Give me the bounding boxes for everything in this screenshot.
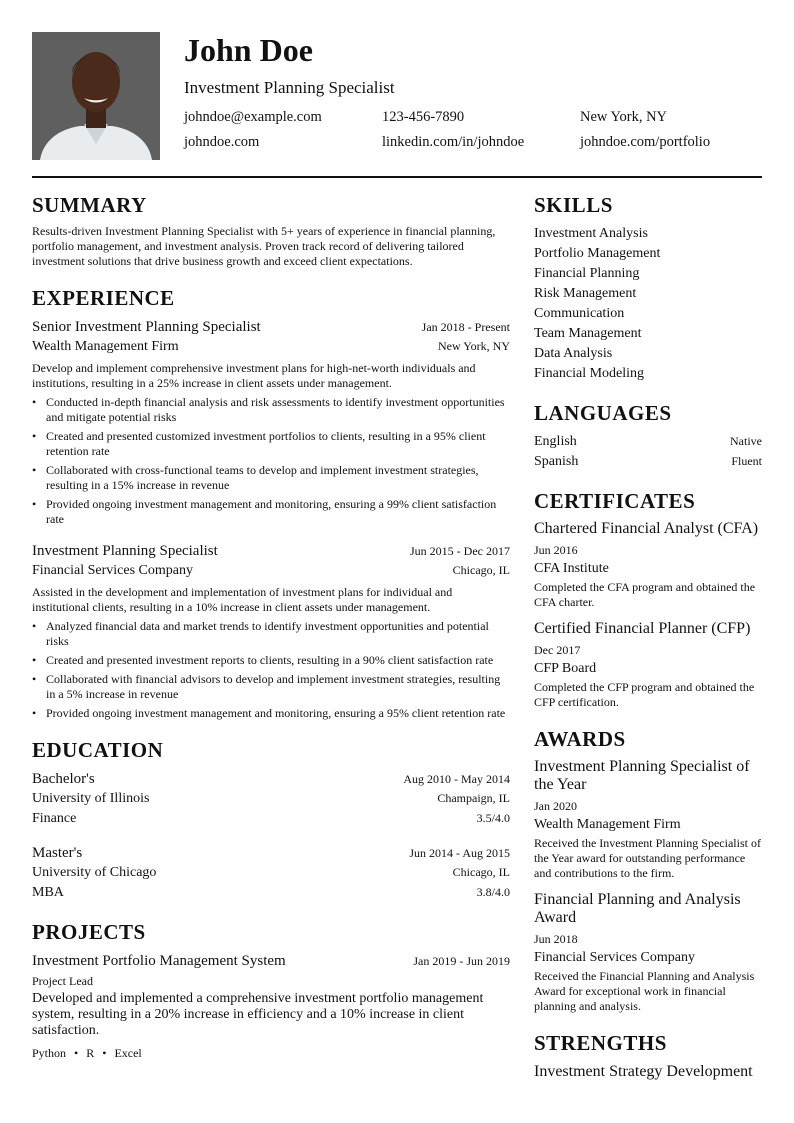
languages-heading: LANGUAGES	[534, 401, 672, 425]
job-dates: Jun 2015 - Dec 2017	[410, 544, 510, 558]
job-location: New York, NY	[437, 339, 510, 353]
resume-header	[32, 32, 762, 160]
skills-heading: SKILLS	[534, 193, 613, 217]
education-location: Champaign, IL	[437, 791, 510, 805]
contact-portfolio[interactable]: johndoe.com/portfolio	[580, 134, 711, 150]
project-description: Developed and implemented a comprehensive investment portfolio management system, resulting in a 20% increase in efficiency and a 10% increase in client satisfaction.	[32, 991, 484, 1038]
skill-item: Risk Management	[534, 286, 637, 301]
languages-section	[534, 400, 762, 472]
certificates-section	[534, 488, 762, 710]
projects-section	[32, 919, 510, 1061]
award-title: Financial Planning and Analysis Award	[534, 891, 741, 926]
awards-section	[534, 726, 762, 1014]
contact-location: New York, NY	[580, 109, 668, 125]
education-gpa: 3.8/4.0	[476, 885, 510, 899]
award-description: Received the Investment Planning Specialist of the Year award for outstanding performance and contributions to the firm.	[534, 836, 761, 880]
award-date: Jun 2018	[534, 932, 578, 946]
education-degree: Bachelor's	[32, 771, 95, 787]
skills-section	[534, 192, 762, 384]
profile-photo	[32, 32, 160, 160]
contact-linkedin[interactable]: linkedin.com/in/johndoe	[382, 134, 525, 150]
resume-page	[32, 32, 762, 1080]
award-entry	[534, 758, 762, 881]
award-title: Investment Planning Specialist of the Year	[534, 758, 750, 793]
experience-heading: EXPERIENCE	[32, 286, 175, 310]
certificate-description: Completed the CFP program and obtained the CFP certification.	[534, 680, 755, 709]
certificate-entry	[534, 620, 762, 710]
candidate-name: John Doe	[184, 32, 313, 68]
job-bullet: • Created and presented customized investment portfolios to clients, resulting in a 95% client retention rate	[32, 429, 510, 459]
project-name: Investment Portfolio Management System	[32, 953, 286, 969]
header-text	[184, 32, 762, 151]
language-row	[534, 432, 762, 452]
job-location: Chicago, IL	[452, 563, 510, 577]
job-title: Investment Planning Specialist	[32, 543, 218, 559]
awards-heading: AWARDS	[534, 727, 626, 751]
award-issuer: Financial Services Company	[534, 950, 695, 965]
left-column	[32, 192, 510, 1077]
education-dates: Aug 2010 - May 2014	[403, 772, 510, 786]
tag-separator: •	[102, 1046, 107, 1060]
profile-photo-illustration	[32, 32, 160, 160]
experience-section	[32, 285, 510, 721]
header-divider	[32, 176, 762, 178]
summary-text: Results-driven Investment Planning Specialist with 5+ years of experience in financial planning, portfolio management, and investment analysis. Proven track record of delivering tailored investment solutions that drive business growth and exceed client expectations.	[32, 224, 496, 268]
skill-item: Investment Analysis	[534, 226, 648, 241]
job-dates: Jan 2018 - Present	[421, 320, 510, 334]
project-tags	[32, 1045, 510, 1061]
job-description: Assisted in the development and implementation of investment plans for individual and institutional clients, resulting in a 10% increase in client assets under management.	[32, 585, 453, 614]
skill-item: Portfolio Management	[534, 246, 661, 261]
skill-item: Financial Planning	[534, 266, 640, 281]
language-name: Spanish	[534, 454, 579, 469]
strengths-heading: STRENGTHS	[534, 1031, 667, 1055]
job-bullet: • Collaborated with financial advisors to develop and implement investment strategies, resulting in a 5% increase in revenue	[32, 672, 510, 702]
job-company: Financial Services Company	[32, 563, 193, 578]
tag-separator: •	[74, 1046, 79, 1060]
job-bullet: • Provided ongoing investment management and monitoring, ensuring a 95% client retention rate	[32, 706, 510, 721]
award-issuer: Wealth Management Firm	[534, 817, 681, 832]
language-level: Fluent	[731, 454, 762, 468]
project-dates: Jan 2019 - Jun 2019	[413, 954, 510, 968]
skill-item: Financial Modeling	[534, 366, 645, 381]
certificate-date: Jun 2016	[534, 543, 578, 557]
job-bullets	[32, 619, 510, 721]
education-degree: Master's	[32, 845, 83, 861]
job-bullet: • Collaborated with cross-functional teams to develop and implement investment strategies, resulting in a 15% increase in revenue	[32, 463, 510, 493]
certificates-heading: CERTIFICATES	[534, 489, 696, 513]
certificate-title: Chartered Financial Analyst (CFA)	[534, 520, 759, 537]
certificate-issuer: CFA Institute	[534, 561, 609, 576]
project-tag: Python	[32, 1046, 67, 1060]
education-heading: EDUCATION	[32, 738, 164, 762]
job-entry	[32, 541, 510, 721]
certificate-issuer: CFP Board	[534, 661, 597, 676]
job-description: Develop and implement comprehensive investment plans for high-net-worth individuals and institutions, resulting in a 25% increase in client assets under management.	[32, 361, 476, 390]
education-section	[32, 737, 510, 903]
education-entry	[32, 769, 510, 829]
education-field: MBA	[32, 885, 64, 900]
language-level: Native	[730, 434, 762, 448]
skill-item: Data Analysis	[534, 346, 613, 361]
education-gpa: 3.5/4.0	[476, 811, 510, 825]
education-entry	[32, 843, 510, 903]
summary-section	[32, 192, 510, 269]
education-field: Finance	[32, 811, 77, 826]
job-bullet: • Analyzed financial data and market trends to identify investment opportunities and potential risks	[32, 619, 510, 649]
job-company: Wealth Management Firm	[32, 339, 179, 354]
job-bullet: • Created and presented investment reports to clients, resulting in a 90% client satisfaction rate	[32, 653, 510, 668]
project-tag: R	[86, 1046, 95, 1060]
summary-heading: SUMMARY	[32, 193, 147, 217]
project-role: Project Lead	[32, 974, 93, 988]
strengths-section	[534, 1030, 762, 1082]
contact-email[interactable]: johndoe@example.com	[184, 109, 322, 125]
certificate-description: Completed the CFA program and obtained the CFA charter.	[534, 580, 756, 609]
right-column	[534, 192, 762, 1098]
strength-item: Investment Strategy Development	[534, 1063, 753, 1080]
job-title: Senior Investment Planning Specialist	[32, 319, 261, 335]
award-description: Received the Financial Planning and Analysis Award for exceptional work in financial planning and analysis.	[534, 969, 755, 1013]
contact-website[interactable]: johndoe.com	[184, 134, 260, 150]
job-bullet: • Conducted in-depth financial analysis and risk assessments to identify investment opportunities and mitigate potential risks	[32, 395, 510, 425]
job-entry	[32, 317, 510, 527]
language-row	[534, 452, 762, 472]
project-tag: Excel	[114, 1046, 142, 1060]
skill-item: Communication	[534, 306, 625, 321]
award-date: Jan 2020	[534, 799, 577, 813]
language-name: English	[534, 434, 577, 449]
award-entry	[534, 891, 762, 1014]
certificate-title: Certified Financial Planner (CFP)	[534, 620, 751, 637]
contact-grid	[184, 108, 762, 151]
skill-item: Team Management	[534, 326, 642, 341]
education-location: Chicago, IL	[452, 865, 510, 879]
certificate-entry	[534, 520, 762, 610]
certificate-date: Dec 2017	[534, 643, 581, 657]
education-school: University of Illinois	[32, 791, 150, 806]
contact-phone[interactable]: 123-456-7890	[382, 109, 465, 125]
education-school: University of Chicago	[32, 865, 157, 880]
job-bullet: • Provided ongoing investment management and monitoring, ensuring a 99% client satisfaction rate	[32, 497, 510, 527]
job-bullets	[32, 395, 510, 527]
candidate-title: Investment Planning Specialist	[184, 78, 395, 97]
education-dates: Jun 2014 - Aug 2015	[409, 846, 510, 860]
projects-heading: PROJECTS	[32, 920, 146, 944]
